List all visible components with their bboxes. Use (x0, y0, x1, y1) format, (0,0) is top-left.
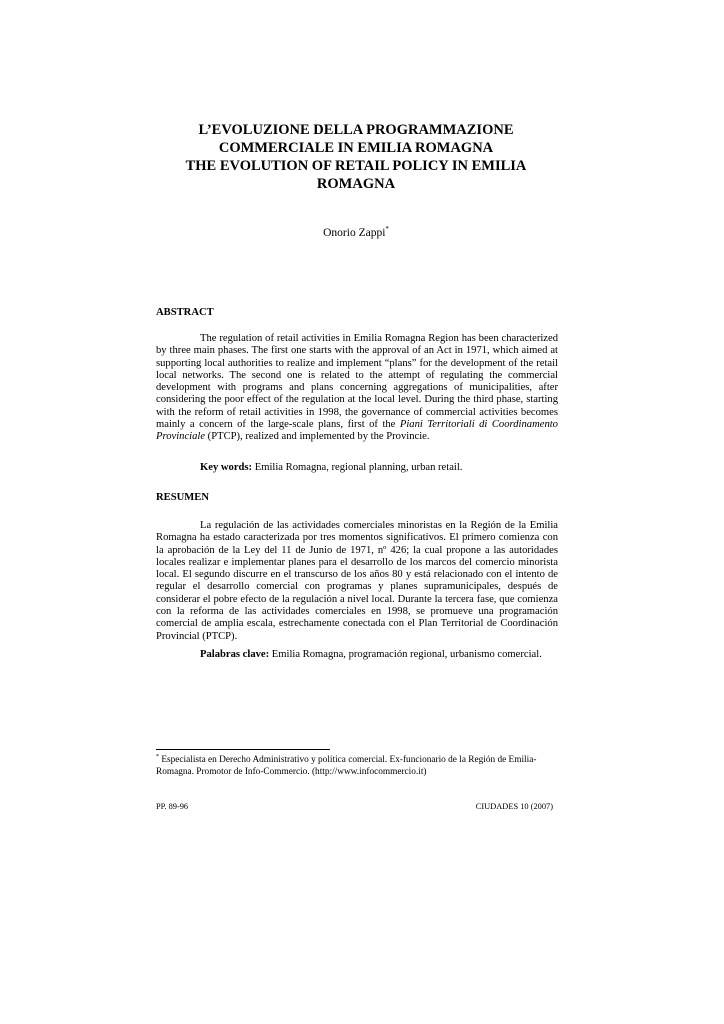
title-italian: L’EVOLUZIONE DELLA PROGRAMMAZIONE COMMERCIALE IN EMILIA ROMAGNA (198, 122, 514, 156)
resumen-heading: RESUMEN (156, 492, 209, 503)
resumen-keywords-label: Palabras clave: (200, 649, 270, 660)
author-footnote-mark[interactable]: * (385, 225, 389, 234)
resumen-keywords (200, 649, 542, 661)
resumen-keywords-value: Emilia Romagna, programación regional, urbanismo comercial. (269, 649, 542, 660)
footnote-divider (156, 749, 330, 750)
author-line (156, 226, 556, 240)
abstract-text-part2: (PTCP), realized and implemented by the Provincie. (205, 431, 430, 443)
abstract-text (156, 333, 558, 444)
footer-journal: CIUDADES 10 (2007) (475, 802, 553, 811)
abstract-keywords-label: Key words: (200, 462, 253, 473)
footnote (156, 754, 558, 779)
abstract-text-italic: Piani Territoriali di Coordinamento Provinciale (156, 419, 558, 443)
abstract-keywords (200, 462, 462, 474)
footnote-mark: * (156, 753, 159, 760)
abstract-heading: ABSTRACT (156, 307, 214, 318)
title-english: THE EVOLUTION OF RETAIL POLICY IN EMILIA ROMAGNA (185, 158, 527, 192)
resumen-text: La regulación de las actividades comerciales minoristas en la Región de la Emilia Romagna ha estado caracterizada por tres momentos significativos. El primero comienza con la aprobación de la Ley del 11 de Junio de 1971, nº 426; la cual propone a las autoridades locales realizar e implementar planes para el desarrollo de los marcos del comercio minorista local. El segundo discurre en el transcurso de los años 80 y está relacionado con el intento de regular el desarrollo comercial con programas y planes supramunicipales, después de considerar el pobre efecto de la regulación a nivel local. Durante la tercera fase, que comienza con la reforma de las actividades comerciales en 1998, se promueve una programación comercial de amplia escala, estrechamente conectada con el Plan Territorial de Coordinación Provincial (PTCP). (156, 520, 558, 642)
footnote-text: Especialista en Derecho Administrativo y política comercial. Ex-funcionario de la Región de Emilia-Romagna. Promotor de Info-Commercio. (http://www.infocommercio.it) (156, 755, 537, 778)
abstract-text-part1: The regulation of retail activities in Emilia Romagna Region has been characterized by three main phases. The first one starts with the approval of an Act in 1971, which aimed at supporting local authorities to realize and implement “plans” for the development of the retail local networks. The second one is related to the attempt of regulating the commercial development with programs and plans concerning aggregations of municipalities, after considering the poor effect of the regulation at the local level. During the third phase, starting with the reform of retail activities in 1998, the governance of commercial activities becomes mainly a concern of the large-scale plans, first of the (156, 333, 558, 431)
footer-pages: PP. 89-96 (156, 802, 189, 811)
author-name: Onorio Zappi (323, 227, 386, 239)
abstract-keywords-value: Emilia Romagna, regional planning, urban retail. (252, 462, 463, 473)
